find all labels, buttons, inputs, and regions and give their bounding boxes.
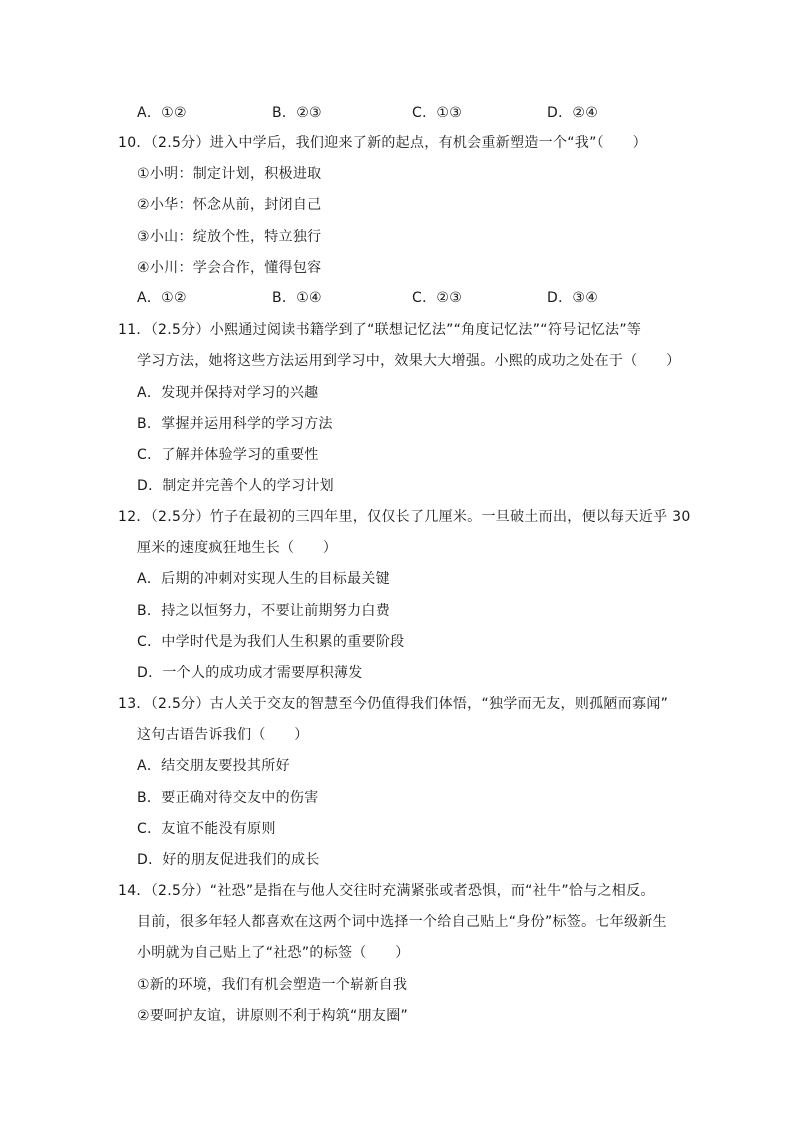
q14-stem-line-1: 14．（2.5分）“社恐”是指在与他人交往时充满紧张或者恐惧，而“社牛”恰与之相反。 <box>118 883 655 899</box>
q9-option-a[interactable]: A．①② <box>137 105 187 121</box>
q11-stem-line-1: 11．（2.5分）小熙通过阅读书籍学到了“联想记忆法”“角度记忆法”“符号记忆法”等 <box>118 322 642 338</box>
q10-item-2: ②小华：怀念从前，封闭自己 <box>137 197 322 213</box>
q14-item-2: ②要呵护友谊，讲原则不利于构筑“朋友圈” <box>137 1008 409 1024</box>
q9-option-d[interactable]: D．②④ <box>547 105 599 121</box>
q13-option-a[interactable]: A．结交朋友要投其所好 <box>137 758 290 774</box>
q10-item-1: ①小明：制定计划，积极进取 <box>137 166 322 182</box>
q10-option-b[interactable]: B．①④ <box>272 290 322 306</box>
q14-stem-line-3: 小明就为自己贴上了“社恐”的标签（ ） <box>137 945 410 961</box>
q13-option-c[interactable]: C．友谊不能没有原则 <box>137 821 276 837</box>
q12-option-b[interactable]: B．持之以恒努力，不要让前期努力白费 <box>137 603 391 619</box>
q11-option-a[interactable]: A．发现并保持对学习的兴趣 <box>137 385 319 401</box>
q11-option-b[interactable]: B．掌握并运用科学的学习方法 <box>137 416 333 432</box>
q13-stem-line-2: 这句古语告诉我们（ ） <box>137 727 309 743</box>
q10-options <box>0 288 794 308</box>
q12-option-c[interactable]: C．中学时代是为我们人生积累的重要阶段 <box>137 634 405 650</box>
q12-stem-line-2: 厘米的速度疯狂地生长（ ） <box>137 540 338 556</box>
q10-item-3: ③小山：绽放个性，特立独行 <box>137 229 322 245</box>
q11-option-d[interactable]: D．制定并完善个人的学习计划 <box>137 478 334 494</box>
q13-option-b[interactable]: B．要正确对待交友中的伤害 <box>137 790 319 806</box>
q12-option-a[interactable]: A．后期的冲刺对实现人生的目标最关键 <box>137 571 390 587</box>
q10-option-c[interactable]: C．②③ <box>412 290 463 306</box>
q14-stem-line-2: 目前，很多年轻人都喜欢在这两个词中选择一个给自己贴上“身份”标签。七年级新生 <box>137 914 667 930</box>
q12-stem-line-1: 12．（2.5分）竹子在最初的三四年里，仅仅长了几厘米。一旦破土而出，便以每天近乎 30 <box>118 509 691 525</box>
q9-option-c[interactable]: C．①③ <box>412 105 463 121</box>
q9-options <box>0 103 794 123</box>
q10-item-4: ④小川：学会合作，懂得包容 <box>137 260 322 276</box>
q11-stem-line-2: 学习方法，她将这些方法运用到学习中，效果大大增强。小熙的成功之处在于（ ） <box>137 353 681 369</box>
q9-option-b[interactable]: B．②③ <box>272 105 322 121</box>
q12-option-d[interactable]: D．一个人的成功成才需要厚积薄发 <box>137 665 363 681</box>
q10-option-d[interactable]: D．③④ <box>547 290 599 306</box>
q10-stem: 10．（2.5分）进入中学后，我们迎来了新的起点，有机会重新塑造一个“我”（ ） <box>118 135 647 151</box>
q11-option-c[interactable]: C．了解并体验学习的重要性 <box>137 447 319 463</box>
q14-item-1: ①新的环境，我们有机会塑造一个崭新自我 <box>137 977 408 993</box>
q10-option-a[interactable]: A．①② <box>137 290 187 306</box>
q13-option-d[interactable]: D．好的朋友促进我们的成长 <box>137 852 320 868</box>
q13-stem-line-1: 13．（2.5分）古人关于交友的智慧至今仍值得我们体悟，“独学而无友，则孤陋而寡闻” <box>118 696 669 712</box>
